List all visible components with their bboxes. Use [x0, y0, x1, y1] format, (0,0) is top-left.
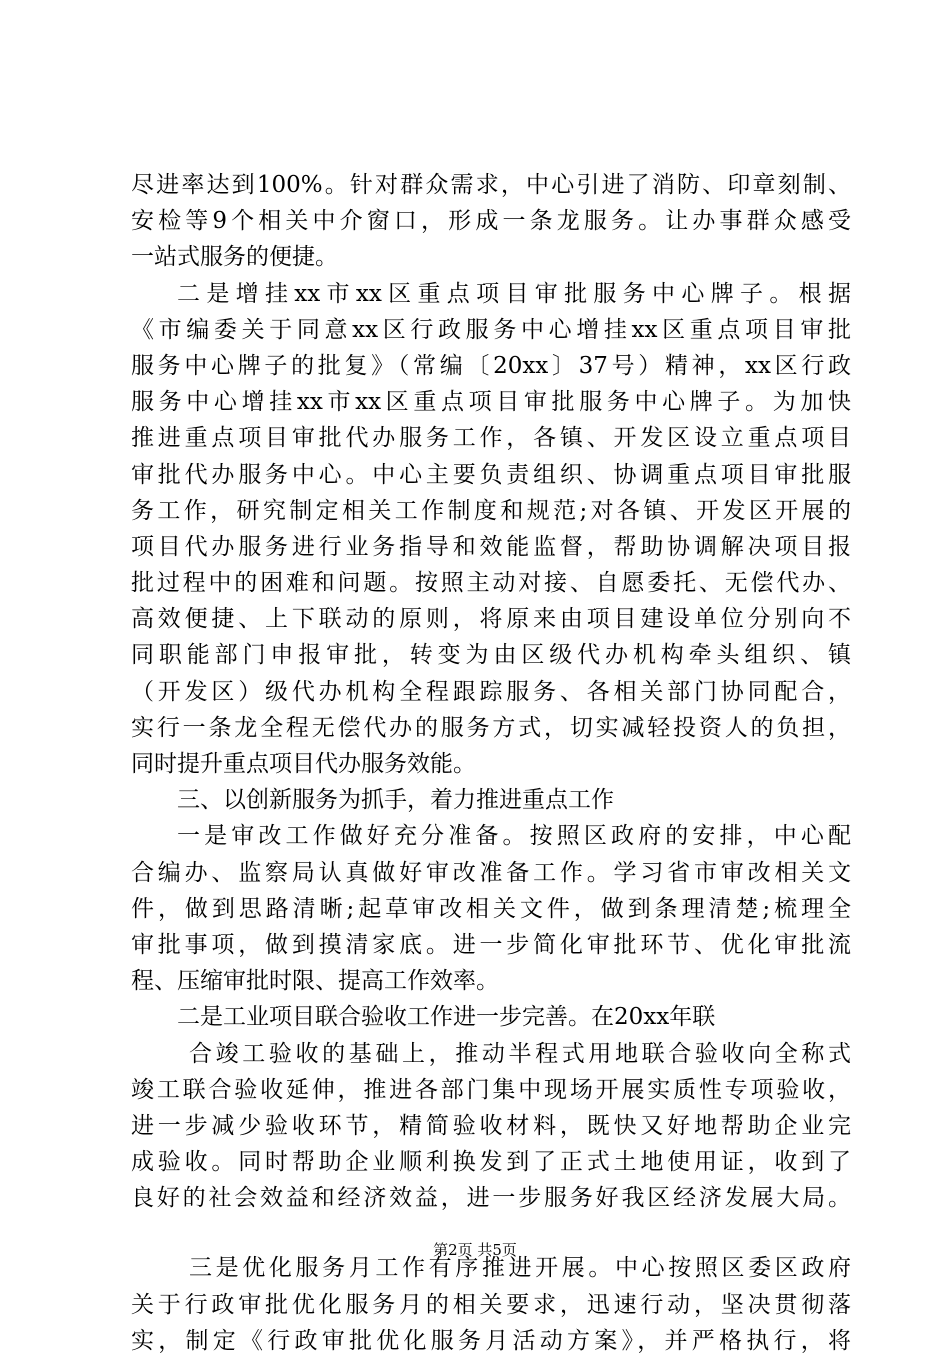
- paragraph-start-line: 二是增挂xx市xx区重点项目审批服务中心牌子。根据: [177, 280, 851, 307]
- text-line: 高效便捷、上下联动的原则，将原来由项目建设单位分别向不: [131, 606, 851, 633]
- text-line: 实行一条龙全程无偿代办的服务方式，切实减轻投资人的负担，: [131, 714, 851, 741]
- paragraph-start-line: 合竣工验收的基础上，推动半程式用地联合验收向全称式: [189, 1040, 851, 1067]
- text-line: 务工作，研究制定相关工作制度和规范;对各镇、开发区开展的: [131, 497, 851, 524]
- text-line: 项目代办服务进行业务指导和效能监督，帮助协调解决项目报: [131, 533, 851, 560]
- text-line: （开发区）级代办机构全程跟踪服务、各相关部门协同配合，: [131, 678, 851, 705]
- text-line: 同职能部门申报审批，转变为由区级代办机构牵头组织、镇: [131, 642, 851, 669]
- text-line: 审批事项，做到摸清家底。进一步简化审批环节、优化审批流: [131, 931, 851, 958]
- page-number-footer: 第2页 共5页: [433, 1241, 517, 1259]
- text-line: 审批代办服务中心。中心主要负责组织、协调重点项目审批服: [131, 461, 851, 488]
- text-line: 安检等9个相关中介窗口，形成一条龙服务。让办事群众感受: [131, 208, 851, 235]
- text-line: 合编办、监察局认真做好审改准备工作。学习省市审改相关文: [131, 859, 851, 886]
- text-line: 件，做到思路清晰;起草审改相关文件，做到条理清楚;梳理全: [131, 895, 851, 922]
- text-line: 程、压缩审批时限、提高工作效率。: [131, 968, 499, 995]
- section-heading: 三、以创新服务为抓手，着力推进重点工作: [177, 787, 614, 814]
- text-line: 推进重点项目审批代办服务工作，各镇、开发区设立重点项目: [131, 425, 851, 452]
- text-line: 尽进率达到100%。针对群众需求，中心引进了消防、印章刻制、: [131, 172, 851, 198]
- text-line: 良好的社会效益和经济效益，进一步服务好我区经济发展大局。: [131, 1185, 851, 1212]
- text-line: 竣工联合验收延伸，推进各部门集中现场开展实质性专项验收，: [131, 1076, 851, 1103]
- paragraph-start-line: 三是优化服务月工作有序推进开展。中心按照区委区政府: [189, 1255, 851, 1282]
- document-body: [131, 167, 851, 1359]
- text-line: 《市编委关于同意xx区行政服务中心增挂xx区重点项目审批: [131, 316, 851, 343]
- paragraph-start-line: 二是工业项目联合验收工作进一步完善。在20xx年联: [177, 1004, 716, 1031]
- paragraph-start-line: 一是审改工作做好充分准备。按照区政府的安排，中心配: [177, 823, 851, 850]
- text-line: 关于行政审批优化服务月的相关要求，迅速行动，坚决贯彻落: [131, 1291, 851, 1318]
- text-line: 成验收。同时帮助企业顺利换发到了正式土地使用证，收到了: [131, 1149, 851, 1176]
- text-line: 实，制定《行政审批优化服务月活动方案》，并严格执行，将: [131, 1327, 851, 1354]
- text-line: 一站式服务的便捷。: [131, 244, 338, 271]
- text-line: 服务中心牌子的批复》（常编〔20xx〕37号）精神，xx区行政: [131, 352, 851, 379]
- text-line: 服务中心增挂xx市xx区重点项目审批服务中心牌子。为加快: [131, 389, 851, 416]
- text-line: 进一步减少验收环节，精简验收材料，既快又好地帮助企业完: [131, 1112, 851, 1139]
- text-line: 同时提升重点项目代办服务效能。: [131, 751, 476, 777]
- text-line: 批过程中的困难和问题。按照主动对接、自愿委托、无偿代办、: [131, 570, 851, 597]
